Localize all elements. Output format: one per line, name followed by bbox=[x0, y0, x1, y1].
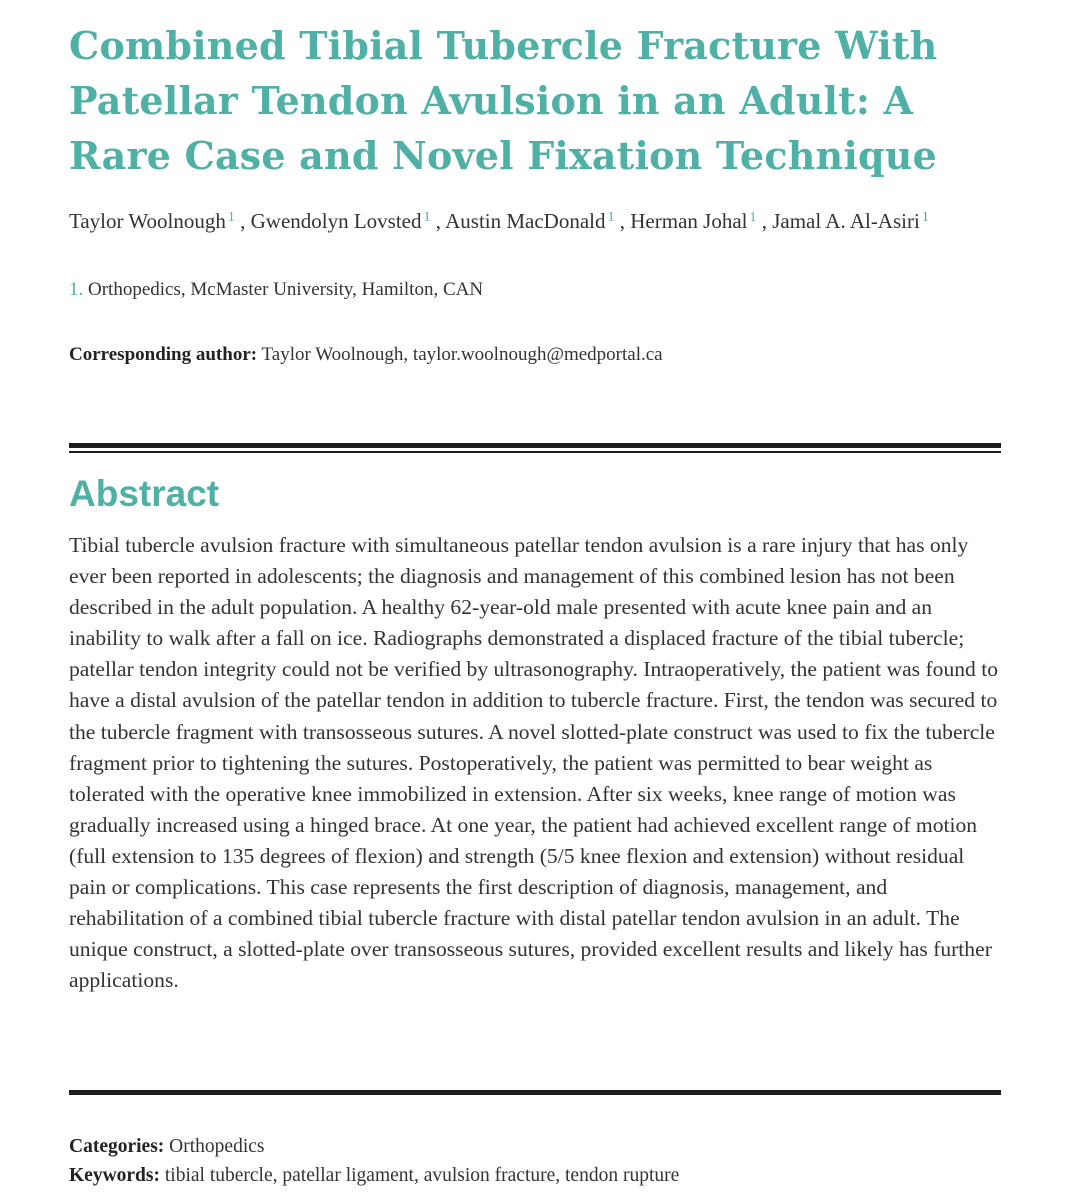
affiliation bbox=[69, 276, 1001, 304]
author-affiliation-marker: 1 bbox=[607, 210, 615, 225]
author-affiliation-marker: 1 bbox=[921, 210, 929, 225]
keywords-label: Keywords: bbox=[69, 1165, 160, 1186]
corresponding-author-label: Corresponding author: bbox=[69, 344, 258, 365]
author-affiliation-marker: 1 bbox=[749, 210, 757, 225]
keywords-value: tibial tubercle, patellar ligament, avulsion fracture, tendon rupture bbox=[164, 1165, 680, 1186]
divider-thick-line bbox=[69, 443, 1001, 448]
affiliation-number: 1. bbox=[69, 279, 84, 300]
keywords-line bbox=[69, 1161, 1001, 1190]
author-affiliation-marker: 1 bbox=[423, 210, 431, 225]
affiliation-text: Orthopedics, McMaster University, Hamilton, CAN bbox=[88, 279, 484, 300]
section-divider-double bbox=[69, 443, 1001, 453]
divider-thin-line bbox=[69, 451, 1001, 453]
article-metadata bbox=[69, 1132, 1001, 1190]
categories-label: Categories: bbox=[69, 1136, 165, 1157]
author-name: Herman Johal bbox=[630, 209, 748, 233]
categories-line bbox=[69, 1132, 1001, 1161]
corresponding-author-text: Taylor Woolnough, taylor.woolnough@medportal.ca bbox=[261, 344, 663, 365]
article-title: Combined Tibial Tubercle Fracture With Patellar Tendon Avulsion in an Adult: A Rare Case and Novel Fixation Technique bbox=[69, 23, 938, 178]
author-list: Taylor Woolnough $^1$ , Gwendolyn Lovsted $^1$ , Austin MacDonald $^1$ , Herman Johal $^1$ , Jamal A. Al-Asiri $^1$ bbox=[69, 209, 929, 233]
author-name: Gwendolyn Lovsted bbox=[250, 209, 422, 233]
abstract-text: Tibial tubercle avulsion fracture with simultaneous patellar tendon avulsion is a rare injury that has only ever been reported in adolescents; the diagnosis and management of this combined lesion has not been described in the adult population. A healthy 62-year-old male presented with acute knee pain and an inability to walk after a fall on ice. Radiographs demonstrated a displaced fracture of the tibial tubercle; patellar tendon integrity could not be verified by ultrasonography. Intraoperatively, the patient was found to have a distal avulsion of the patellar tendon in addition to tubercle fracture. First, the tendon was secured to the tubercle fragment with transosseous sutures. A novel slotted-plate construct was used to fix the tubercle fragment prior to tightening the sutures. Postoperatively, the patient was permitted to bear weight as tolerated with the operative knee immobilized in extension. After six weeks, knee range of motion was gradually increased using a hinged brace. At one year, the patient had achieved excellent range of motion (full extension to 135 degrees of flexion) and strength (5/5 knee flexion and extension) without residual pain or complications. This case represents the first description of diagnosis, management, and rehabilitation of a combined tibial tubercle fracture with distal patellar tendon avulsion in an adult. The unique construct, a slotted-plate over transosseous sutures, provided excellent results and likely has further applications. bbox=[69, 533, 999, 993]
author-affiliation-marker: 1 bbox=[227, 210, 235, 225]
categories-value: Orthopedics bbox=[169, 1136, 265, 1157]
author-name: Jamal A. Al-Asiri bbox=[772, 209, 920, 233]
section-divider bbox=[69, 1090, 1001, 1095]
author-name: Taylor Woolnough bbox=[69, 209, 226, 233]
author-name: Austin MacDonald bbox=[445, 209, 606, 233]
corresponding-author bbox=[69, 341, 1001, 369]
abstract-heading: Abstract bbox=[69, 473, 220, 514]
article-header bbox=[69, 18, 1001, 1186]
